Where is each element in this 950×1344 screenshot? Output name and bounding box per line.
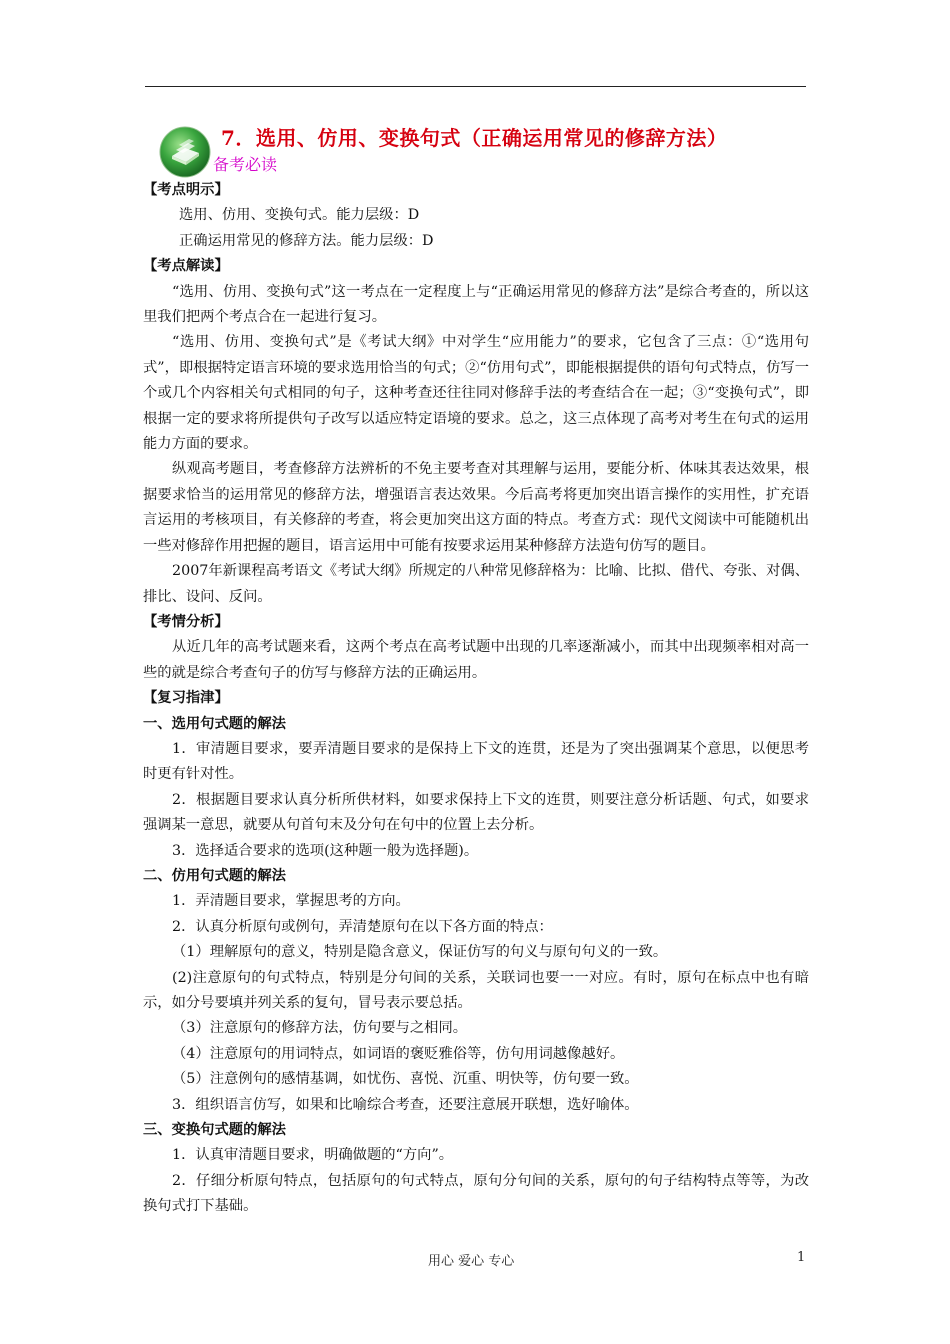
- paragraph: 从近几年的高考试题来看，这两个考点在高考试题中出现的几率逐渐减小，而其中出现频率相对高一些的就是综合考查句子的仿写与修辞方法的正确运用。: [143, 639, 809, 681]
- paragraph: （1）理解原句的意义，特别是隐含意义，保证仿写的句义与原句句义的一致。: [172, 944, 668, 961]
- page-subtitle: 备考必读: [213, 155, 278, 174]
- book-logo-icon: [159, 126, 211, 178]
- paragraph: 1．弄清题目要求，掌握思考的方向。: [172, 893, 410, 910]
- paragraph: (2)注意原句的句式特点，特别是分句间的关系，关联词也要一一对应。有时，原句在标点中也有暗示，如分号要填并列关系的复句，冒号表示要总括。: [143, 969, 809, 1011]
- section-heading: 【考情分析】: [143, 613, 229, 630]
- paragraph: （4）注意原句的用词特点，如词语的褒贬雅俗等，仿句用词越像越好。: [172, 1045, 625, 1062]
- paragraph: （3）注意原句的修辞方法，仿句要与之相同。: [172, 1020, 468, 1037]
- subsection-heading: 二、仿用句式题的解法: [143, 867, 286, 884]
- section-heading: 【复习指津】: [143, 690, 229, 707]
- section-heading: 【考点明示】: [143, 182, 229, 198]
- paragraph: 1．审清题目要求，要弄清题目要求的是保持上下文的连贯，还是为了突出强调某个意思，以便思考时更有针对性。: [143, 740, 809, 783]
- paragraph: 正确运用常见的修辞方法。能力层级：D: [179, 232, 434, 249]
- paragraph: 2．根据题目要求认真分析所供材料，如要求保持上下文的连贯，则要注意分析话题、句式，如要求强调某一意思，就要从句首句末及分句在句中的位置上去分析。: [143, 791, 809, 834]
- paragraph: （5）注意例句的感情基调，如忧伤、喜悦、沉重、明快等，仿句要一致。: [172, 1071, 639, 1088]
- document-body: [143, 178, 809, 1220]
- paragraph: “选用、仿用、变换句式”是《考试大纲》中对学生“应用能力”的要求，它包含了三点：①“选用句式”，即根据特定语言环境的要求选用恰当的句式；②“仿用句式”，即能根据提供的语句句式特点，仿写一个或几个内容相关句式相同的句子，这种考查还往往同对修辞手法的考查结合在一起；③“变换句式”，即根据一定的要求将所提供句子改写以适应特定语境的要求。总之，这三点体现了高考对考生在句式的运用能力方面的要求。: [143, 334, 809, 453]
- page-title: 7．选用、仿用、变换句式（正确运用常见的修辞方法）: [221, 126, 728, 150]
- section-heading: 【考点解读】: [143, 258, 229, 275]
- subsection-heading: 一、选用句式题的解法: [143, 715, 286, 732]
- subsection-heading: 三、变换句式题的解法: [143, 1122, 286, 1139]
- paragraph: 纵观高考题目，考查修辞方法辨析的不免主要考查对其理解与运用，要能分析、体味其表达效果，根据要求恰当的运用常见的修辞方法，增强语言表达效果。今后高考将更加突出语言操作的实用性，扩充语言运用的考核项目，有关修辞的考查，将会更加突出这方面的特点。考查方式：现代文阅读中可能随机出一些对修辞作用把握的题目，语言运用中可能有按要求运用某种修辞方法造句仿写的题目。: [143, 461, 809, 554]
- paragraph: 2．仔细分析原句特点，包括原句的句式特点，原句分句间的关系，原句的句子结构特点等等，为改换句式打下基础。: [143, 1172, 809, 1215]
- paragraph: 3．组织语言仿写，如果和比喻综合考查，还要注意展开联想，选好喻体。: [172, 1096, 639, 1113]
- paragraph: 1．认真审清题目要求，明确做题的“方向”。: [172, 1147, 454, 1164]
- paragraph: “选用、仿用、变换句式”这一考点在一定程度上与“正确运用常见的修辞方法”是综合考查的，所以这里我们把两个考点合在一起进行复习。: [143, 283, 809, 326]
- paragraph: 选用、仿用、变换句式。能力层级：D: [179, 207, 420, 224]
- paragraph: 3．选择适合要求的选项(这种题一般为选择题)。: [172, 842, 479, 859]
- paragraph: 2．认真分析原句或例句，弄清楚原句在以下各方面的特点：: [172, 918, 553, 935]
- page-number: 1: [797, 1250, 806, 1265]
- footer-text: 用心 爱心 专心: [428, 1254, 515, 1269]
- header-rule: [145, 86, 806, 87]
- paragraph: 2007年新课程高考语文《考试大纲》所规定的八种常见修辞格为：比喻、比拟、借代、夸张、对偶、排比、设问、反问。: [143, 563, 809, 605]
